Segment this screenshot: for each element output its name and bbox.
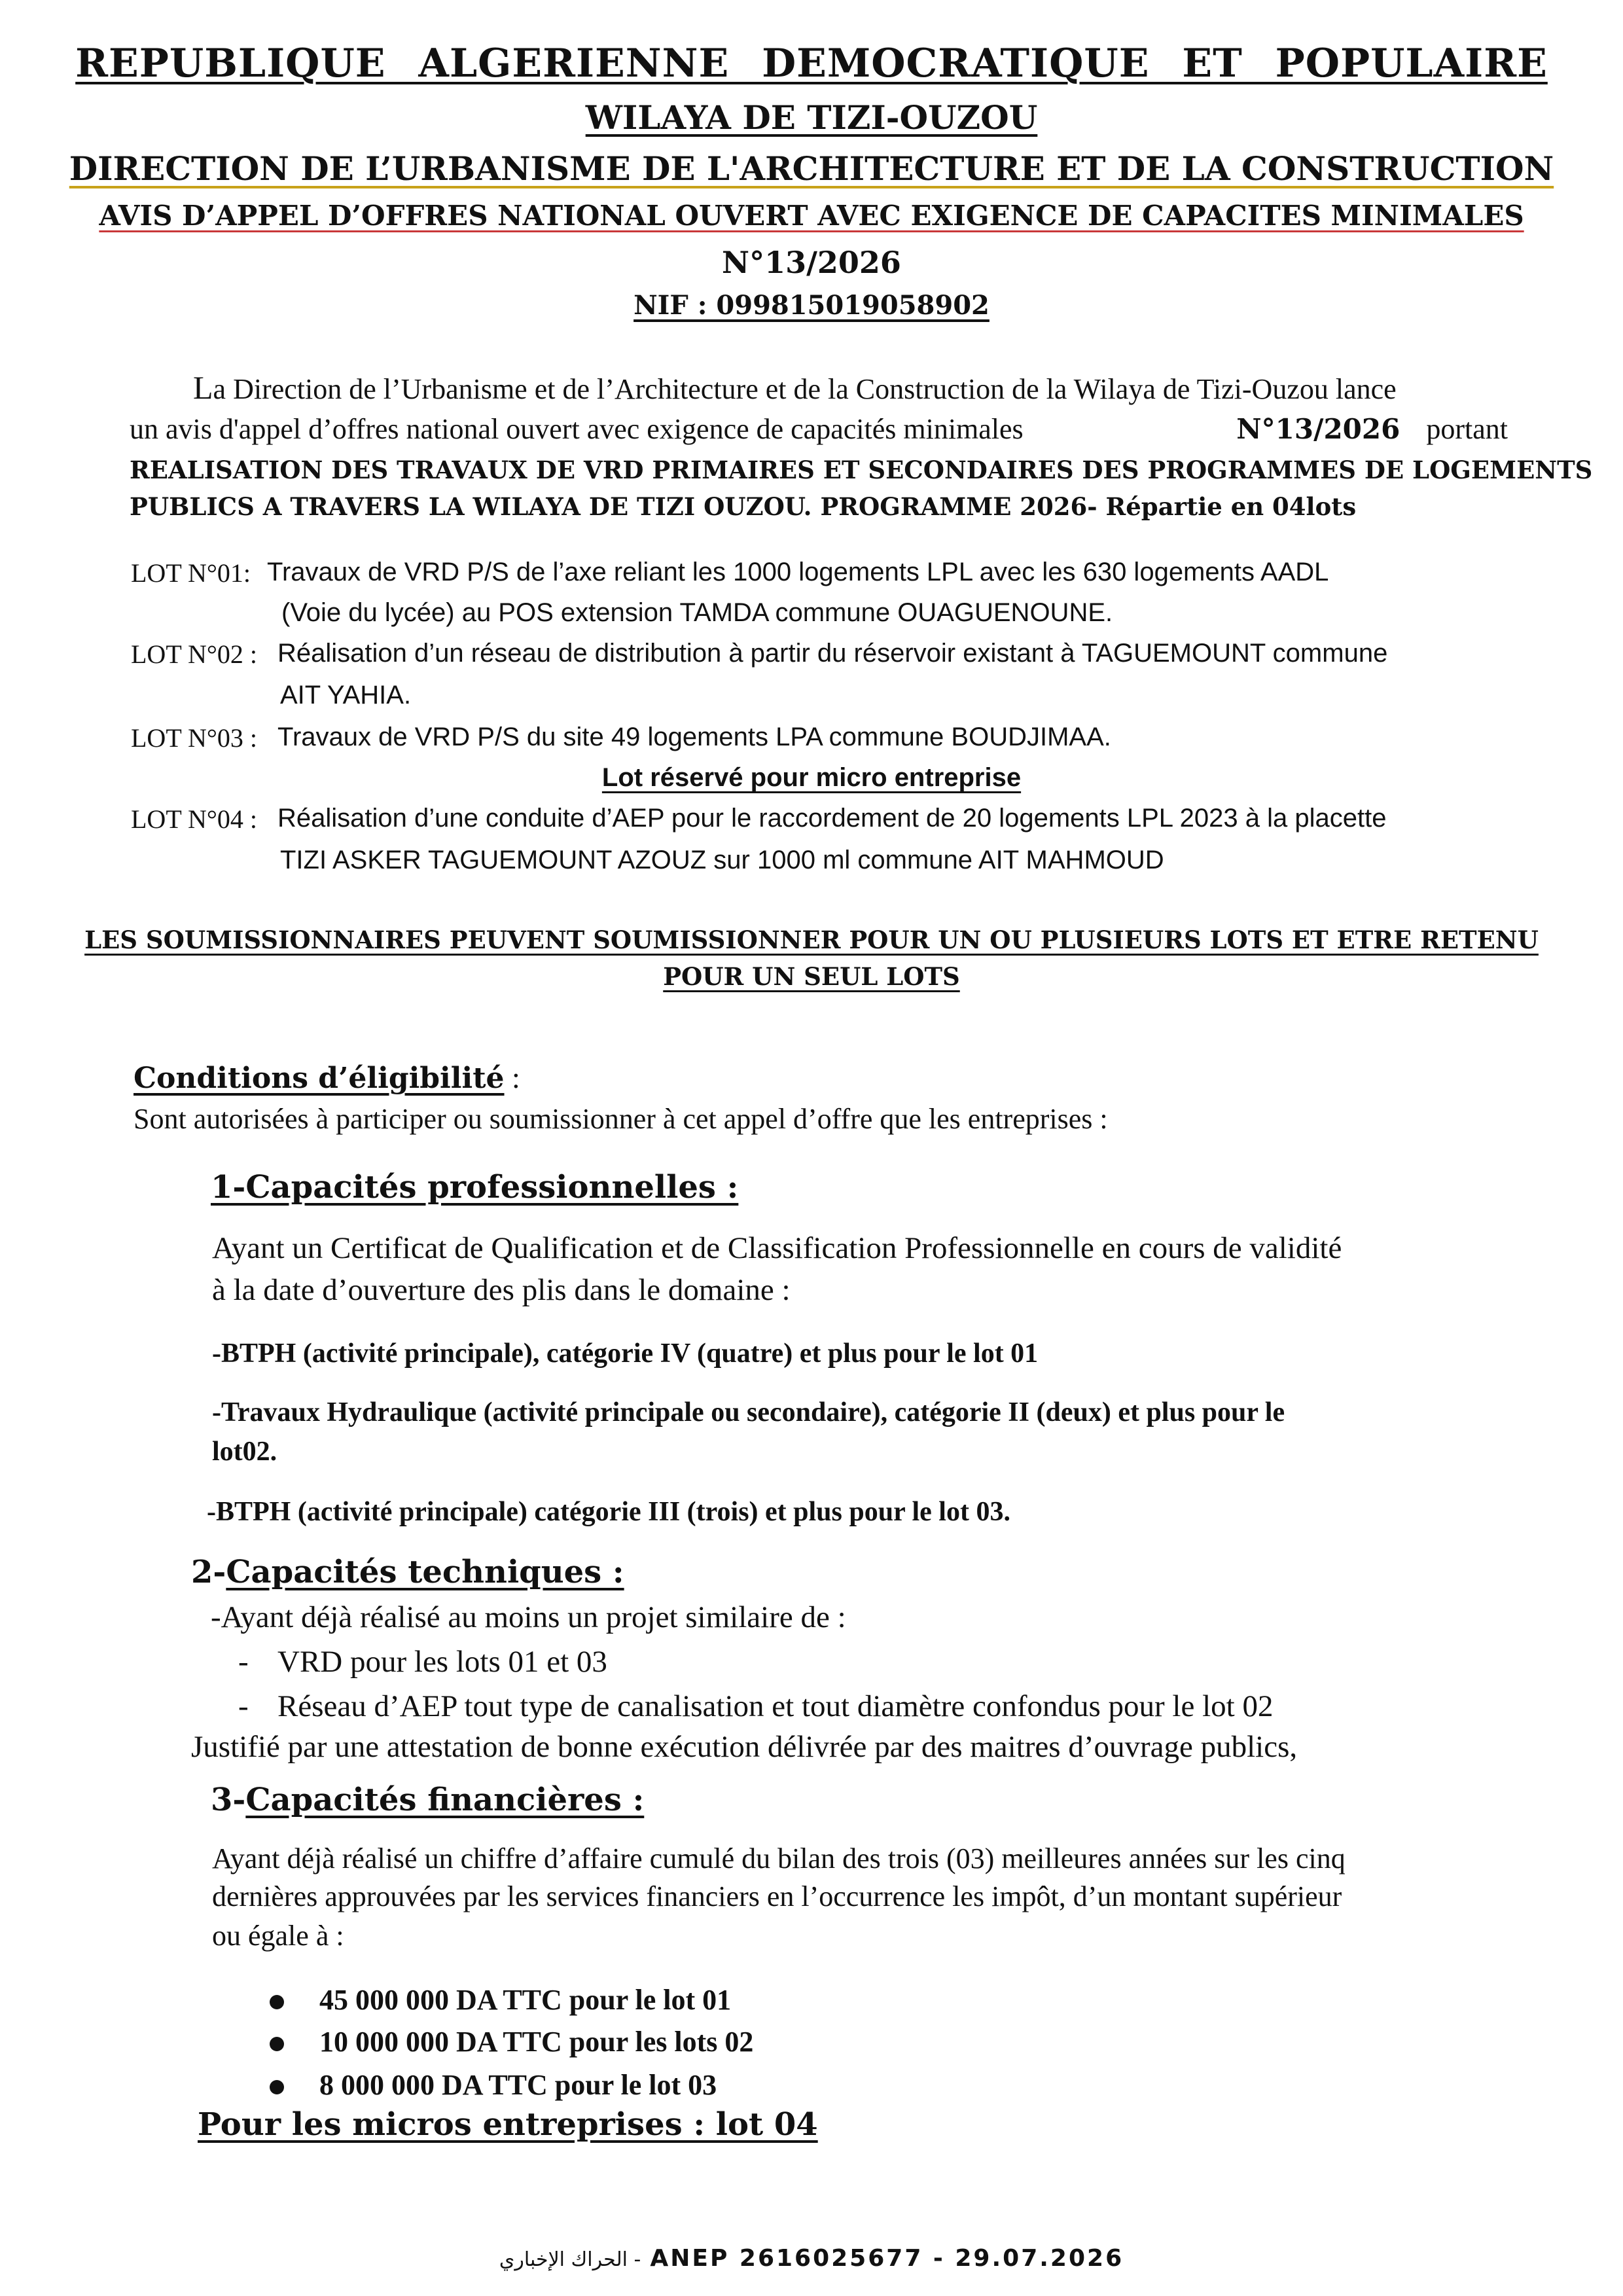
nif-number: NIF : 099815019058902 bbox=[633, 290, 990, 321]
professional-req-1: -BTPH (activité principale), catégorie IV (quatre) et plus pour le lot 01 bbox=[212, 1338, 1039, 1369]
amount-3-bullet bbox=[270, 2080, 284, 2094]
notice-line-2: POUR UN SEUL LOTS bbox=[663, 962, 960, 991]
financial-title: 3-Capacités financières : bbox=[211, 1782, 645, 1818]
footer-arabic: الحراك الإخباري - bbox=[499, 2248, 641, 2271]
lot-reserved-note: Lot réservé pour micro entreprise bbox=[601, 763, 1022, 792]
micro-enterprise-line: Pour les micros entreprises : lot 04 bbox=[198, 2106, 818, 2143]
lot-1-line-1: Travaux de VRD P/S de l’axe reliant les 1000 logements LPL avec les 630 logements AADL bbox=[267, 558, 1329, 586]
amount-3: 8 000 000 DA TTC pour le lot 03 bbox=[319, 2069, 717, 2101]
amount-2: 10 000 000 DA TTC pour les lots 02 bbox=[319, 2026, 754, 2058]
wilaya-heading: WILAYA DE TIZI-OUZOU bbox=[585, 98, 1038, 137]
lot-1-line-2: (Voie du lycée) au POS extension TAMDA commune OUAGUENOUNE. bbox=[281, 598, 1113, 627]
lot-3-line-1: Travaux de VRD P/S du site 49 logements LPA commune BOUDJIMAA. bbox=[277, 723, 1111, 751]
lot-1-label: LOT N°01: bbox=[131, 558, 251, 588]
lot-4-line-1: Réalisation d’une conduite d’AEP pour le raccordement de 20 logements LPL 2023 à la placette bbox=[277, 804, 1387, 833]
intro-line-2: un avis d'appel d’offres national ouvert avec exigence de capacités minimales N°13/2026 portant bbox=[130, 413, 1508, 445]
professional-title: 1-Capacités professionnelles : bbox=[211, 1169, 739, 1206]
lot-2-label: LOT N°02 : bbox=[131, 639, 258, 669]
professional-text-2: à la date d’ouverture des plis dans le domaine : bbox=[212, 1273, 791, 1307]
lot-3-label: LOT N°03 : bbox=[131, 723, 258, 753]
publication-footer bbox=[0, 2245, 1623, 2272]
technical-title: 2-Capacités techniques : bbox=[191, 1554, 624, 1590]
avis-heading: AVIS D’APPEL D’OFFRES NATIONAL OUVERT AVEC EXIGENCE DE CAPACITES MINIMALES bbox=[99, 200, 1524, 232]
intro-line-3: REALISATION DES TRAVAUX DE VRD PRIMAIRES ET SECONDAIRES DES PROGRAMMES DE LOGEMENTS bbox=[130, 456, 1593, 484]
lot-2-line-2: AIT YAHIA. bbox=[280, 681, 412, 709]
technical-text-2: Justifié par une attestation de bonne exécution délivrée par des maitres d’ouvrage publics, bbox=[191, 1730, 1298, 1764]
amount-1-bullet bbox=[270, 1995, 284, 2009]
amount-1: 45 000 000 DA TTC pour le lot 01 bbox=[319, 1984, 732, 2016]
professional-text-1: Ayant un Certificat de Qualification et de Classification Professionnelle en cours de validité bbox=[212, 1231, 1342, 1265]
financial-text-1: Ayant déjà réalisé un chiffre d’affaire cumulé du bilan des trois (03) meilleures années sur les cinq bbox=[212, 1842, 1346, 1874]
intro-line-4: PUBLICS A TRAVERS LA WILAYA DE TIZI OUZOU. PROGRAMME 2026- Répartie en 04lots bbox=[130, 492, 1357, 521]
intro-line-1: La Direction de l’Urbanisme et de l’Architecture et de la Construction de la Wilaya de Tizi-Ouzou lance bbox=[193, 369, 1397, 406]
tender-number: N°13/2026 bbox=[722, 245, 901, 280]
lot-4-label: LOT N°04 : bbox=[131, 804, 258, 834]
professional-req-2b: lot02. bbox=[212, 1437, 277, 1467]
notice-line-1: LES SOUMISSIONNAIRES PEUVENT SOUMISSIONNER POUR UN OU PLUSIEURS LOTS ET ETRE RETENU bbox=[84, 925, 1539, 954]
financial-text-2: dernières approuvées par les services financiers en l’occurrence les impôt, d’un montant supérieur bbox=[212, 1880, 1342, 1912]
professional-req-2a: -Travaux Hydraulique (activité principale ou secondaire), catégorie II (deux) et plus pour le bbox=[212, 1397, 1285, 1427]
direction-heading: DIRECTION DE L’URBANISME DE L'ARCHITECTURE ET DE LA CONSTRUCTION bbox=[69, 149, 1554, 188]
lot-4-line-2: TIZI ASKER TAGUEMOUNT AZOUZ sur 1000 ml commune AIT MAHMOUD bbox=[280, 846, 1164, 874]
eligibility-title: Conditions d’éligibilité : bbox=[134, 1061, 520, 1095]
republic-heading: REPUBLIQUE ALGERIENNE DEMOCRATIQUE ET POPULAIRE bbox=[75, 41, 1548, 86]
technical-item-1: - VRD pour les lots 01 et 03 bbox=[238, 1645, 607, 1679]
amount-2-bullet bbox=[270, 2037, 284, 2051]
eligibility-intro: Sont autorisées à participer ou soumissionner à cet appel d’offre que les entreprises : bbox=[134, 1103, 1108, 1135]
professional-req-3: -BTPH (activité principale) catégorie III (trois) et plus pour le lot 03. bbox=[207, 1497, 1010, 1527]
lot-2-line-1: Réalisation d’un réseau de distribution à partir du réservoir existant à TAGUEMOUNT commune bbox=[277, 639, 1388, 668]
technical-item-2: - Réseau d’AEP tout type de canalisation et tout diamètre confondus pour le lot 02 bbox=[238, 1689, 1274, 1723]
financial-text-3: ou égale à : bbox=[212, 1920, 344, 1952]
technical-text-1: -Ayant déjà réalisé au moins un projet similaire de : bbox=[211, 1600, 846, 1634]
footer-ref: ANEP 2616025677 - 29.07.2026 bbox=[650, 2245, 1124, 2272]
